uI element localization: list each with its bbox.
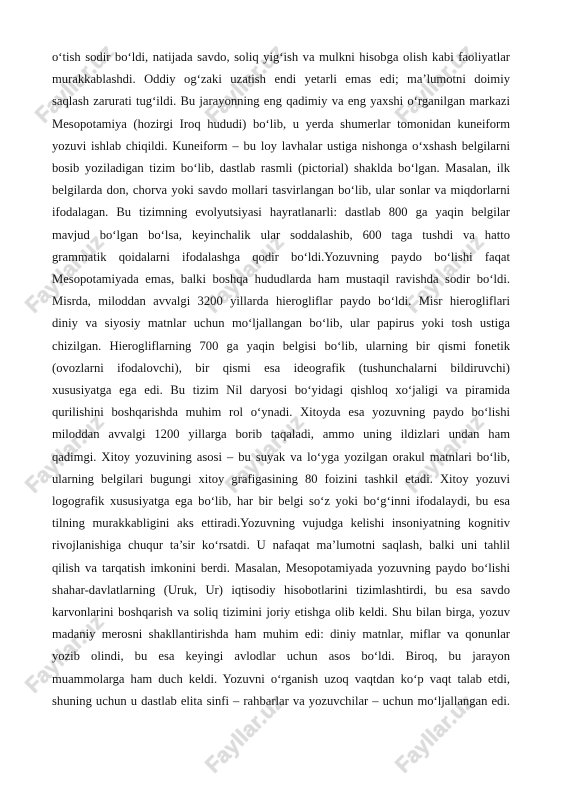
text-line: xususiyatga ega edi. Bu tizim Nil daryosi bo‘yidagi qishloq xo‘jaligi va piramida (52, 383, 510, 398)
text-line: bosib yoziladigan tizim bo‘lib, dastlab rasmli (pictorial) shaklda bo‘lgan. Masalan, ilk (52, 161, 510, 176)
text-line: Misrda, miloddan avvalgi 3200 yillarda hierogliflar paydo bo‘ldi. Misr hierogliflari (52, 294, 510, 309)
text-line: shuning uchun u dastlab elita sinfi – rahbarlar va yozuvchilar – uchun mo‘ljallangan edi. (52, 693, 510, 708)
text-line: ifodalagan. Bu tizimning evolyutsiyasi hayratlanarli: dastlab 800 ga yaqin belgilar (52, 205, 510, 220)
text-line: tilning murakkabligini aks ettiradi.Yozuvning vujudga kelishi insoniyatning kognitiv (52, 516, 510, 531)
watermark: Fayllar.uz (200, 229, 289, 318)
text-line: chizilgan. Hierogliflarning 700 ga yaqin belgisi bo‘lib, ularning bir qismi fonetik (52, 338, 510, 353)
text-line: grammatik qoidalarni ifodalashga qodir bo‘ldi.Yozuvning paydo bo‘lishi faqat (52, 249, 510, 264)
watermark: Fayllar.uz (390, 39, 479, 128)
text-line: o‘tish sodir bo‘ldi, natijada savdo, soliq yig‘ish va mulkni hisobga olish kabi faoliyatlar (52, 50, 510, 64)
watermark: Fayllar.uz (220, 409, 309, 498)
text-line: saqlash zarurati tug‘ildi. Bu jarayonning eng qadimiy va eng yaxshi o‘rganilgan markazi (52, 94, 510, 109)
watermark: Fayllar.uz (20, 609, 109, 698)
text-line: rivojlanishiga chuqur ta’sir ko‘rsatdi. U nafaqat ma’lumotni saqlash, balki uni tahlil (52, 538, 510, 553)
text-line: yozuvi ishlab chiqildi. Kuneiform – bu loy lavhalar ustiga nishonga o‘xshash belgilarni (52, 138, 510, 153)
text-line: ularning belgilari bugungi xitoy grafigasining 80 foizini tashkil etadi. Xitoy yozuvi (52, 471, 510, 486)
watermark: Fayllar.uz (400, 409, 489, 498)
text-line: Mesopotamiya (hozirgi Iroq hududi) bo‘lib, u yerda shumerlar tomonidan kuneiform (52, 116, 510, 131)
watermark: Fayllar.uz (20, 229, 109, 318)
text-line: qilish va tarqatish imkonini berdi. Masalan, Mesopotamiyada yozuvning paydo bo‘lishi (52, 560, 510, 575)
text-line: diniy va siyosiy matnlar uchun mo‘ljallangan bo‘lib, ular papirus yoki tosh ustiga (52, 316, 510, 331)
text-line: miloddan avvalgi 1200 yillarga borib taqaladi, ammo uning ildizlari undan ham (52, 427, 510, 442)
text-line: mavjud bo‘lgan bo‘lsa, keyinchalik ular soddalashib, 600 taga tushdi va hatto (52, 227, 510, 242)
watermark: Fayllar.uz (20, 409, 109, 498)
watermark: Fayllar.uz (400, 229, 489, 318)
text-line: (ovozlarni ifodalovchi), bir qismi esa ideografik (tushunchalarni bildiruvchi) (52, 360, 510, 375)
text-line: murakkablashdi. Oddiy og‘zaki uzatish endi yetarli emas edi; ma’lumotni doimiy (52, 72, 510, 87)
text-line: logografik xususiyatga ega bo‘lib, har bir belgi so‘z yoki bo‘g‘inni ifodalaydi, bu esa (52, 494, 510, 509)
text-line: Mesopotamiyada emas, balki boshqa hududlarda ham mustaqil ravishda sodir bo‘ldi. (52, 272, 510, 287)
watermark: Fayllar.uz (30, 39, 119, 128)
text-line: belgilarda don, chorva yoki savdo mollari tasvirlangan bo‘lib, ular sonlar va miqdorlarni (52, 183, 510, 198)
body-paragraph (52, 46, 510, 712)
text-line: qurilishini boshqarishda muhim rol o‘ynadi. Xitoyda esa yozuvning paydo bo‘lishi (52, 405, 510, 420)
text-line: karvonlarini boshqarish va soliq tizimini joriy etishga olib keldi. Shu bilan birga, yozuv (52, 605, 510, 620)
text-line: yozib olindi, bu esa keyingi avlodlar uchun asos bo‘ldi. Biroq, bu jarayon (52, 649, 510, 664)
text-line: muammolarga ham duch keldi. Yozuvni o‘rganish uzoq vaqtdan ko‘p vaqt talab etdi, (52, 671, 510, 686)
text-line: shahar-davlatlarning (Uruk, Ur) iqtisodiy hisobotlarini tizimlashtirdi, bu esa savdo (52, 582, 510, 597)
watermark: Fayllar.uz (200, 39, 289, 128)
text-line: madaniy merosni shakllantirishda ham muhim edi: diniy matnlar, miflar va qonunlar (52, 627, 510, 642)
watermark: Fayllar.uz (390, 689, 479, 778)
watermark: Fayllar.uz (200, 689, 289, 778)
text-line: qadimgi. Xitoy yozuvining asosi – bu suyak va lo‘yga yozilgan orakul matnlari bo‘lib, (52, 449, 510, 464)
